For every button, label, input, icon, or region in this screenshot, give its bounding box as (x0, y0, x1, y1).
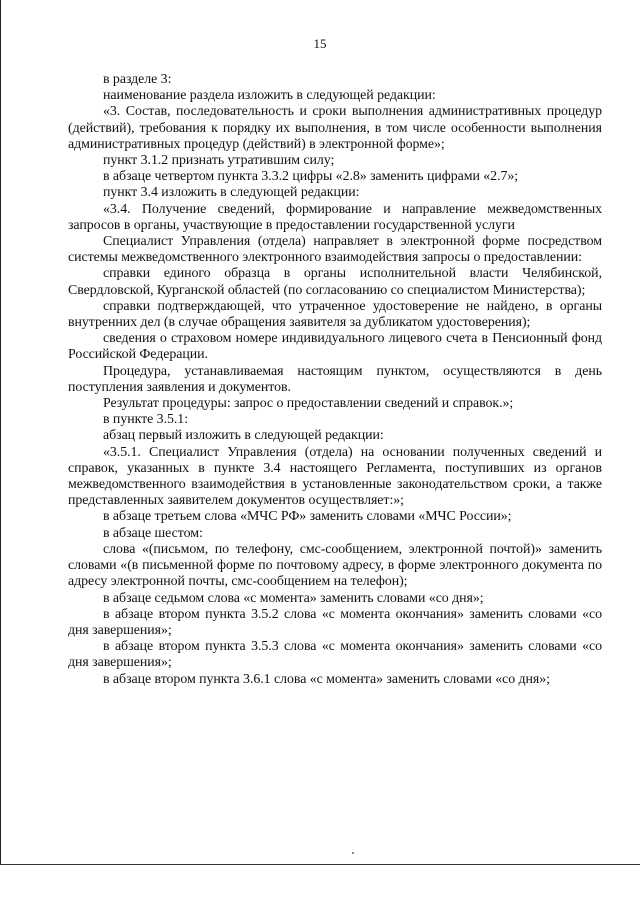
scan-speck (352, 852, 354, 854)
paragraph: в абзаце седьмом слова «с момента» заменить словами «со дня»; (103, 590, 484, 606)
paragraph: справки подтверждающей, что утраченное удостоверение не найдено, в органы внутренних дел (в случае обращения заявителя за дубликатом удостоверения); (68, 298, 602, 331)
paragraph: справки единого образца в органы исполнительной власти Челябинской, Свердловской, Курганской областей (по согласованию со специалистом Министерства); (68, 266, 602, 298)
scan-left-border (0, 0, 1, 865)
paragraph: «3.5.1. Специалист Управления (отдела) на основании полученных сведений и справок, указанных в пункте 3.4 настоящего Регламента, поступивших из органов межведомственного взаимодействия в установленные законодательством сроки, а также представленных заявителем документов осуществляет:»; (68, 444, 602, 509)
paragraph: «3. Состав, последовательность и сроки выполнения административных процедур (действий), требования к порядку их выполнения, в том числе особенности выполнения административных процедур (действий) в электронной форме»; (68, 104, 602, 152)
paragraph: в абзаце третьем слова «МЧС РФ» заменить словами «МЧС России»; (103, 509, 512, 525)
paragraph: сведения о страховом номере индивидуального лицевого счета в Пенсионный фонд Российской Федерации. (68, 331, 602, 363)
paragraph: Специалист Управления (отдела) направляет в электронной форме посредством системы межведомственного электронного взаимодействия запросы о предоставлении: (68, 234, 602, 266)
paragraph: пункт 3.1.2 признать утратившим силу; (103, 153, 335, 169)
paragraph: Результат процедуры: запрос о предоставлении сведений и справок.»; (103, 396, 514, 412)
paragraph: в абзаце втором пункта 3.5.3 слова «с момента окончания» заменить словами «со дня завершения»; (68, 639, 602, 671)
paragraph: в абзаце втором пункта 3.5.2 слова «с момента окончания» заменить словами «со дня завершения»; (68, 606, 602, 638)
document-body (68, 72, 602, 688)
paragraph: «3.4. Получение сведений, формирование и направление межведомственных запросов в органы, участвующие в предоставлении государственной услуги (68, 201, 602, 233)
paragraph: в разделе 3: (103, 72, 172, 87)
paragraph: в абзаце шестом: (103, 525, 203, 541)
paragraph: наименование раздела изложить в следующей редакции: (103, 88, 436, 104)
paragraph: пункт 3.4 изложить в следующей редакции: (103, 185, 360, 201)
paragraph: слова «(письмом, по телефону, смс-сообщением, электронной почтой)» заменить словами «(в письменной форме по почтовому адресу, в форме электронного документа по адресу электронной почты, смс-сообщением на телефон); (68, 541, 602, 590)
paragraph: абзац первый изложить в следующей редакции: (103, 428, 384, 444)
scan-bottom-border (0, 864, 640, 865)
paragraph: Процедура, устанавливаемая настоящим пунктом, осуществляются в день поступления заявления и документов. (68, 363, 602, 395)
paragraph: в пункте 3.5.1: (103, 412, 189, 428)
page-number: 15 (313, 36, 327, 51)
paragraph: в абзаце втором пункта 3.6.1 слова «с момента» заменить словами «со дня»; (103, 671, 550, 687)
paragraph: в абзаце четвертом пункта 3.3.2 цифры «2.8» заменить цифрами «2.7»; (103, 169, 519, 185)
